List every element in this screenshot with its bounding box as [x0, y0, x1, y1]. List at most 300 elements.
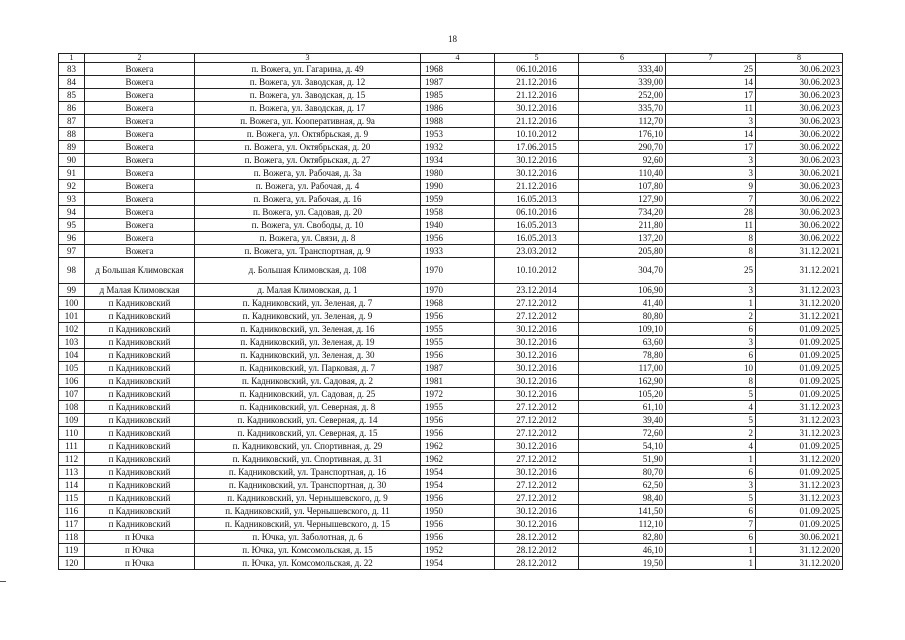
row-number-cell: 105 — [59, 362, 85, 375]
address-cell: п. Вожега, ул. Садовая, д. 20 — [195, 206, 421, 219]
residents-count-cell: 8 — [666, 232, 756, 245]
deadline-date-cell: 31.12.2020 — [756, 297, 843, 310]
area-cell: 80,80 — [579, 310, 666, 323]
settlement-name-cell: п Кадниковский — [85, 336, 195, 349]
residents-count-cell: 1 — [666, 557, 756, 570]
row-number-cell: 92 — [59, 180, 85, 193]
area-cell: 110,40 — [579, 167, 666, 180]
row-number-cell: 99 — [59, 284, 85, 297]
deadline-date-cell: 30.06.2023 — [756, 154, 843, 167]
inspection-date-cell: 28.12.2012 — [495, 531, 579, 544]
deadline-date-cell: 31.12.2023 — [756, 284, 843, 297]
construction-year-cell: 1954 — [421, 557, 495, 570]
column-number: 1 — [59, 54, 85, 63]
row-number-cell: 98 — [59, 258, 85, 284]
residents-count-cell: 25 — [666, 258, 756, 284]
construction-year-cell: 1953 — [421, 128, 495, 141]
area-cell: 112,70 — [579, 115, 666, 128]
inspection-date-cell: 30.12.2016 — [495, 466, 579, 479]
construction-year-cell: 1980 — [421, 167, 495, 180]
table-row — [59, 102, 843, 115]
residents-count-cell: 4 — [666, 440, 756, 453]
residents-count-cell: 7 — [666, 193, 756, 206]
address-cell: п. Вожега, ул. Рабочая, д. 3а — [195, 167, 421, 180]
area-cell: 304,70 — [579, 258, 666, 284]
settlement-name-cell: п Кадниковский — [85, 388, 195, 401]
column-number: 2 — [85, 54, 195, 63]
row-number-cell: 115 — [59, 492, 85, 505]
row-number-cell: 107 — [59, 388, 85, 401]
inspection-date-cell: 06.10.2016 — [495, 63, 579, 76]
inspection-date-cell: 16.05.2013 — [495, 232, 579, 245]
table-row — [59, 349, 843, 362]
row-number-cell: 109 — [59, 414, 85, 427]
settlement-name-cell: п Кадниковский — [85, 479, 195, 492]
area-cell: 141,50 — [579, 505, 666, 518]
settlement-name-cell: п Кадниковский — [85, 427, 195, 440]
residents-count-cell: 3 — [666, 336, 756, 349]
row-number-cell: 112 — [59, 453, 85, 466]
residents-count-cell: 5 — [666, 492, 756, 505]
deadline-date-cell: 30.06.2022 — [756, 219, 843, 232]
inspection-date-cell: 30.12.2016 — [495, 375, 579, 388]
table-row — [59, 427, 843, 440]
deadline-date-cell: 30.06.2023 — [756, 63, 843, 76]
deadline-date-cell: 30.06.2021 — [756, 531, 843, 544]
residents-count-cell: 1 — [666, 544, 756, 557]
construction-year-cell: 1956 — [421, 492, 495, 505]
construction-year-cell: 1956 — [421, 531, 495, 544]
row-number-cell: 100 — [59, 297, 85, 310]
address-cell: п. Кадниковский, ул. Парковая, д. 7 — [195, 362, 421, 375]
residents-count-cell: 6 — [666, 531, 756, 544]
table-row — [59, 479, 843, 492]
deadline-date-cell: 30.06.2022 — [756, 141, 843, 154]
construction-year-cell: 1954 — [421, 479, 495, 492]
construction-year-cell: 1932 — [421, 141, 495, 154]
settlement-name-cell: Вожега — [85, 245, 195, 258]
area-cell: 51,90 — [579, 453, 666, 466]
deadline-date-cell: 31.12.2023 — [756, 401, 843, 414]
settlement-name-cell: п Ючка — [85, 557, 195, 570]
residents-count-cell: 3 — [666, 154, 756, 167]
address-cell: п. Кадниковский, ул. Зеленая, д. 9 — [195, 310, 421, 323]
settlement-name-cell: Вожега — [85, 115, 195, 128]
residents-count-cell: 5 — [666, 414, 756, 427]
column-number: 5 — [495, 54, 579, 63]
residents-count-cell: 3 — [666, 284, 756, 297]
settlement-name-cell: Вожега — [85, 102, 195, 115]
inspection-date-cell: 30.12.2016 — [495, 440, 579, 453]
inspection-date-cell: 17.06.2015 — [495, 141, 579, 154]
table-row — [59, 492, 843, 505]
residents-count-cell: 14 — [666, 128, 756, 141]
table-row — [59, 284, 843, 297]
table-row — [59, 128, 843, 141]
deadline-date-cell: 30.06.2023 — [756, 102, 843, 115]
address-cell: п. Ючка, ул. Комсомольская, д. 22 — [195, 557, 421, 570]
address-cell: п. Вожега, ул. Свободы, д. 10 — [195, 219, 421, 232]
deadline-date-cell: 01.09.2025 — [756, 388, 843, 401]
inspection-date-cell: 30.12.2016 — [495, 167, 579, 180]
inspection-date-cell: 21.12.2016 — [495, 76, 579, 89]
inspection-date-cell: 27.12.2012 — [495, 310, 579, 323]
residents-count-cell: 25 — [666, 63, 756, 76]
inspection-date-cell: 10.10.2012 — [495, 128, 579, 141]
construction-year-cell: 1954 — [421, 466, 495, 479]
settlement-name-cell: Вожега — [85, 193, 195, 206]
address-cell: п. Кадниковский, ул. Спортивная, д. 31 — [195, 453, 421, 466]
construction-year-cell: 1956 — [421, 427, 495, 440]
inspection-date-cell: 27.12.2012 — [495, 401, 579, 414]
construction-year-cell: 1952 — [421, 544, 495, 557]
construction-year-cell: 1988 — [421, 115, 495, 128]
deadline-date-cell: 30.06.2023 — [756, 115, 843, 128]
construction-year-cell: 1956 — [421, 232, 495, 245]
settlement-name-cell: п Ючка — [85, 544, 195, 557]
table-row — [59, 401, 843, 414]
construction-year-cell: 1955 — [421, 401, 495, 414]
table-row — [59, 167, 843, 180]
construction-year-cell: 1986 — [421, 102, 495, 115]
inspection-date-cell: 30.12.2016 — [495, 349, 579, 362]
table-row — [59, 76, 843, 89]
inspection-date-cell: 30.12.2016 — [495, 505, 579, 518]
address-cell: п. Ючка, ул. Комсомольская, д. 15 — [195, 544, 421, 557]
row-number-cell: 114 — [59, 479, 85, 492]
table-row — [59, 531, 843, 544]
residents-count-cell: 6 — [666, 505, 756, 518]
margin-mark — [0, 581, 6, 582]
inspection-date-cell: 30.12.2016 — [495, 362, 579, 375]
table-row — [59, 466, 843, 479]
settlement-name-cell: п Кадниковский — [85, 466, 195, 479]
residents-count-cell: 1 — [666, 453, 756, 466]
inspection-date-cell: 23.12.2014 — [495, 284, 579, 297]
area-cell: 734,20 — [579, 206, 666, 219]
settlement-name-cell: п Кадниковский — [85, 310, 195, 323]
settlement-name-cell: Вожега — [85, 180, 195, 193]
address-cell: п. Вожега, ул. Связи, д. 8 — [195, 232, 421, 245]
row-number-cell: 111 — [59, 440, 85, 453]
address-cell: п. Вожега, ул. Рабочая, д. 4 — [195, 180, 421, 193]
row-number-cell: 120 — [59, 557, 85, 570]
table-row — [59, 375, 843, 388]
row-number-cell: 91 — [59, 167, 85, 180]
address-cell: п. Кадниковский, ул. Садовая, д. 2 — [195, 375, 421, 388]
construction-year-cell: 1950 — [421, 505, 495, 518]
row-number-cell: 116 — [59, 505, 85, 518]
deadline-date-cell: 30.06.2022 — [756, 193, 843, 206]
column-number: 6 — [579, 54, 666, 63]
area-cell: 46,10 — [579, 544, 666, 557]
settlement-name-cell: д Малая Климовская — [85, 284, 195, 297]
inspection-date-cell: 30.12.2016 — [495, 518, 579, 531]
deadline-date-cell: 30.06.2023 — [756, 206, 843, 219]
inspection-date-cell: 27.12.2012 — [495, 297, 579, 310]
table-row — [59, 323, 843, 336]
deadline-date-cell: 30.06.2023 — [756, 89, 843, 102]
row-number-cell: 85 — [59, 89, 85, 102]
residents-count-cell: 1 — [666, 297, 756, 310]
settlement-name-cell: Вожега — [85, 206, 195, 219]
table-row — [59, 518, 843, 531]
area-cell: 39,40 — [579, 414, 666, 427]
deadline-date-cell: 01.09.2025 — [756, 323, 843, 336]
area-cell: 62,50 — [579, 479, 666, 492]
deadline-date-cell: 31.12.2021 — [756, 258, 843, 284]
address-cell: п. Кадниковский, ул. Транспортная, д. 16 — [195, 466, 421, 479]
residents-count-cell: 6 — [666, 466, 756, 479]
area-cell: 211,80 — [579, 219, 666, 232]
residents-count-cell: 5 — [666, 388, 756, 401]
table-row — [59, 219, 843, 232]
inspection-date-cell: 30.12.2016 — [495, 154, 579, 167]
settlement-name-cell: п Кадниковский — [85, 505, 195, 518]
area-cell: 137,20 — [579, 232, 666, 245]
deadline-date-cell: 31.12.2021 — [756, 310, 843, 323]
inspection-date-cell: 30.12.2016 — [495, 336, 579, 349]
table-row — [59, 115, 843, 128]
construction-year-cell: 1987 — [421, 76, 495, 89]
area-cell: 19,50 — [579, 557, 666, 570]
table-row — [59, 310, 843, 323]
inspection-date-cell: 27.12.2012 — [495, 427, 579, 440]
settlement-name-cell: п Кадниковский — [85, 375, 195, 388]
table-row — [59, 505, 843, 518]
settlement-name-cell: п Кадниковский — [85, 414, 195, 427]
deadline-date-cell: 30.06.2023 — [756, 180, 843, 193]
settlement-name-cell: п Кадниковский — [85, 401, 195, 414]
area-cell: 98,40 — [579, 492, 666, 505]
residents-count-cell: 17 — [666, 89, 756, 102]
area-cell: 339,00 — [579, 76, 666, 89]
construction-year-cell: 1987 — [421, 362, 495, 375]
address-cell: п. Кадниковский, ул. Зеленая, д. 7 — [195, 297, 421, 310]
address-cell: п. Кадниковский, ул. Северная, д. 14 — [195, 414, 421, 427]
address-cell: п. Вожега, ул. Рабочая, д. 16 — [195, 193, 421, 206]
construction-year-cell: 1985 — [421, 89, 495, 102]
row-number-cell: 104 — [59, 349, 85, 362]
settlement-name-cell: Вожега — [85, 128, 195, 141]
residents-count-cell: 9 — [666, 180, 756, 193]
row-number-cell: 88 — [59, 128, 85, 141]
inspection-date-cell: 16.05.2013 — [495, 193, 579, 206]
area-cell: 72,60 — [579, 427, 666, 440]
table-row — [59, 141, 843, 154]
residents-count-cell: 28 — [666, 206, 756, 219]
row-number-cell: 89 — [59, 141, 85, 154]
table-row — [59, 258, 843, 284]
row-number-cell: 113 — [59, 466, 85, 479]
address-cell: п. Вожега, ул. Октябрьская, д. 9 — [195, 128, 421, 141]
residents-count-cell: 3 — [666, 167, 756, 180]
deadline-date-cell: 01.09.2025 — [756, 375, 843, 388]
row-number-cell: 93 — [59, 193, 85, 206]
address-cell: п. Кадниковский, ул. Чернышевского, д. 11 — [195, 505, 421, 518]
address-cell: п. Кадниковский, ул. Садовая, д. 25 — [195, 388, 421, 401]
residents-count-cell: 8 — [666, 245, 756, 258]
deadline-date-cell: 31.12.2023 — [756, 479, 843, 492]
address-cell: п. Кадниковский, ул. Северная, д. 8 — [195, 401, 421, 414]
column-number: 8 — [756, 54, 843, 63]
settlement-name-cell: п Кадниковский — [85, 349, 195, 362]
area-cell: 162,90 — [579, 375, 666, 388]
construction-year-cell: 1962 — [421, 453, 495, 466]
inspection-date-cell: 10.10.2012 — [495, 258, 579, 284]
column-number: 7 — [666, 54, 756, 63]
area-cell: 41,40 — [579, 297, 666, 310]
column-number-row — [59, 54, 843, 63]
address-cell: п. Кадниковский, ул. Зеленая, д. 16 — [195, 323, 421, 336]
address-cell: п. Вожега, ул. Кооперативная, д. 9а — [195, 115, 421, 128]
area-cell: 78,80 — [579, 349, 666, 362]
settlement-name-cell: Вожега — [85, 154, 195, 167]
deadline-date-cell: 01.09.2025 — [756, 518, 843, 531]
residents-count-cell: 7 — [666, 518, 756, 531]
construction-year-cell: 1956 — [421, 414, 495, 427]
settlement-name-cell: Вожега — [85, 89, 195, 102]
row-number-cell: 117 — [59, 518, 85, 531]
settlement-name-cell: Вожега — [85, 76, 195, 89]
deadline-date-cell: 31.12.2021 — [756, 245, 843, 258]
area-cell: 63,60 — [579, 336, 666, 349]
table-row — [59, 89, 843, 102]
area-cell: 205,80 — [579, 245, 666, 258]
address-cell: п. Кадниковский, ул. Северная, д. 15 — [195, 427, 421, 440]
area-cell: 252,00 — [579, 89, 666, 102]
row-number-cell: 94 — [59, 206, 85, 219]
residents-count-cell: 6 — [666, 349, 756, 362]
table-row — [59, 414, 843, 427]
address-cell: п. Ючка, ул. Заболотная, д. 6 — [195, 531, 421, 544]
settlement-name-cell: п Кадниковский — [85, 518, 195, 531]
row-number-cell: 87 — [59, 115, 85, 128]
construction-year-cell: 1968 — [421, 297, 495, 310]
address-cell: п. Вожега, ул. Заводская, д. 17 — [195, 102, 421, 115]
table-row — [59, 297, 843, 310]
residents-count-cell: 17 — [666, 141, 756, 154]
deadline-date-cell: 01.09.2025 — [756, 440, 843, 453]
settlement-name-cell: Вожега — [85, 167, 195, 180]
row-number-cell: 101 — [59, 310, 85, 323]
inspection-date-cell: 28.12.2012 — [495, 544, 579, 557]
construction-year-cell: 1955 — [421, 336, 495, 349]
area-cell: 335,70 — [579, 102, 666, 115]
address-cell: д. Малая Климовская, д. 1 — [195, 284, 421, 297]
deadline-date-cell: 31.12.2023 — [756, 427, 843, 440]
area-cell: 80,70 — [579, 466, 666, 479]
deadline-date-cell: 01.09.2025 — [756, 466, 843, 479]
row-number-cell: 118 — [59, 531, 85, 544]
deadline-date-cell: 30.06.2023 — [756, 76, 843, 89]
table-row — [59, 336, 843, 349]
address-cell: п. Кадниковский, ул. Чернышевского, д. 15 — [195, 518, 421, 531]
settlement-name-cell: Вожега — [85, 219, 195, 232]
construction-year-cell: 1970 — [421, 258, 495, 284]
settlement-name-cell: Вожега — [85, 63, 195, 76]
address-cell: п. Кадниковский, ул. Зеленая, д. 30 — [195, 349, 421, 362]
row-number-cell: 108 — [59, 401, 85, 414]
deadline-date-cell: 30.06.2022 — [756, 232, 843, 245]
area-cell: 333,40 — [579, 63, 666, 76]
table-row — [59, 245, 843, 258]
construction-year-cell: 1990 — [421, 180, 495, 193]
deadline-date-cell: 31.12.2020 — [756, 453, 843, 466]
column-number: 4 — [421, 54, 495, 63]
construction-year-cell: 1955 — [421, 323, 495, 336]
row-number-cell: 103 — [59, 336, 85, 349]
settlement-name-cell: п Кадниковский — [85, 362, 195, 375]
residents-count-cell: 3 — [666, 479, 756, 492]
inspection-date-cell: 21.12.2016 — [495, 89, 579, 102]
inspection-date-cell: 27.12.2012 — [495, 492, 579, 505]
row-number-cell: 90 — [59, 154, 85, 167]
deadline-date-cell: 01.09.2025 — [756, 505, 843, 518]
settlement-name-cell: п Кадниковский — [85, 323, 195, 336]
residents-count-cell: 8 — [666, 375, 756, 388]
address-cell: п. Кадниковский, ул. Чернышевского, д. 9 — [195, 492, 421, 505]
inspection-date-cell: 28.12.2012 — [495, 557, 579, 570]
residents-count-cell: 2 — [666, 310, 756, 323]
table-row — [59, 193, 843, 206]
address-cell: п. Кадниковский, ул. Спортивная, д. 29 — [195, 440, 421, 453]
area-cell: 82,80 — [579, 531, 666, 544]
construction-year-cell: 1959 — [421, 193, 495, 206]
residents-count-cell: 2 — [666, 427, 756, 440]
residents-count-cell: 4 — [666, 401, 756, 414]
inspection-date-cell: 30.12.2016 — [495, 388, 579, 401]
deadline-date-cell: 01.09.2025 — [756, 336, 843, 349]
area-cell: 106,90 — [579, 284, 666, 297]
inspection-date-cell: 21.12.2016 — [495, 180, 579, 193]
row-number-cell: 83 — [59, 63, 85, 76]
table-row — [59, 544, 843, 557]
area-cell: 61,10 — [579, 401, 666, 414]
residents-count-cell: 3 — [666, 115, 756, 128]
deadline-date-cell: 30.06.2021 — [756, 167, 843, 180]
area-cell: 109,10 — [579, 323, 666, 336]
settlement-name-cell: Вожега — [85, 232, 195, 245]
area-cell: 105,20 — [579, 388, 666, 401]
column-number: 3 — [195, 54, 421, 63]
area-cell: 117,00 — [579, 362, 666, 375]
table-row — [59, 388, 843, 401]
deadline-date-cell: 31.12.2020 — [756, 557, 843, 570]
address-cell: п. Вожега, ул. Октябрьская, д. 20 — [195, 141, 421, 154]
table-row — [59, 453, 843, 466]
inspection-date-cell: 27.12.2012 — [495, 453, 579, 466]
inspection-date-cell: 30.12.2016 — [495, 323, 579, 336]
deadline-date-cell: 01.09.2025 — [756, 362, 843, 375]
row-number-cell: 84 — [59, 76, 85, 89]
table-row — [59, 154, 843, 167]
settlement-name-cell: п Ючка — [85, 531, 195, 544]
area-cell: 92,60 — [579, 154, 666, 167]
residents-count-cell: 6 — [666, 323, 756, 336]
construction-year-cell: 1933 — [421, 245, 495, 258]
area-cell: 54,10 — [579, 440, 666, 453]
deadline-date-cell: 01.09.2025 — [756, 349, 843, 362]
construction-year-cell: 1968 — [421, 63, 495, 76]
area-cell: 112,10 — [579, 518, 666, 531]
construction-year-cell: 1940 — [421, 219, 495, 232]
row-number-cell: 119 — [59, 544, 85, 557]
inspection-date-cell: 06.10.2016 — [495, 206, 579, 219]
address-cell: п. Вожега, ул. Заводская, д. 12 — [195, 76, 421, 89]
area-cell: 107,80 — [579, 180, 666, 193]
row-number-cell: 106 — [59, 375, 85, 388]
